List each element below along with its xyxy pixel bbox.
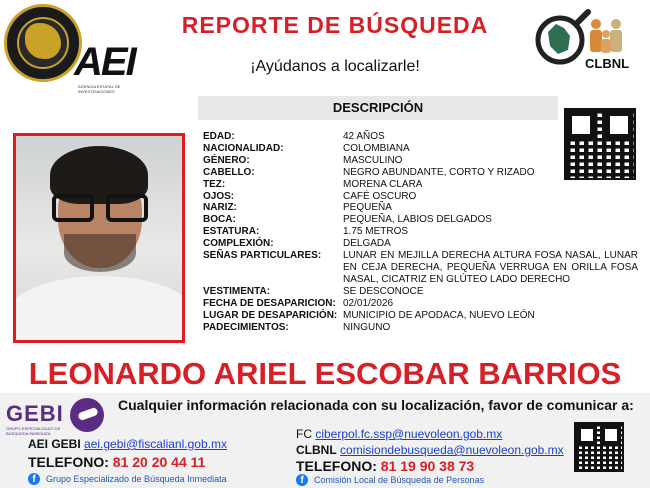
detail-row	[203, 155, 638, 167]
gebi-logo: GEBI	[6, 401, 64, 426]
fiscalia-seal-logo	[4, 4, 82, 82]
detail-row	[203, 214, 638, 226]
detail-row	[203, 179, 638, 191]
facebook-icon: f	[296, 474, 308, 486]
clbnl-email-link[interactable]: comisiondebusqueda@nuevoleon.gob.mx	[340, 443, 564, 457]
detail-label: NARIZ:	[203, 202, 237, 214]
detail-label: BOCA:	[203, 214, 236, 226]
clbnl-logo	[534, 6, 644, 86]
detail-label: COMPLEXIÓN:	[203, 238, 274, 250]
detail-value: CAFÉ OSCURO	[343, 190, 417, 202]
gebi-hand-icon	[70, 398, 104, 432]
detail-value: DELGADA	[343, 238, 391, 250]
facebook-left-link[interactable]: Grupo Especializado de Búsqueda Inmediata	[46, 474, 227, 484]
aei-gebi-email-link[interactable]: aei.gebi@fiscalianl.gob.mx	[84, 437, 227, 451]
detail-row	[203, 191, 638, 203]
detail-label: VESTIMENTA:	[203, 285, 271, 297]
detail-label: OJOS:	[203, 190, 235, 202]
detail-label: TEZ:	[203, 178, 226, 190]
aei-gebi-label: AEI GEBI	[28, 437, 81, 451]
clbnl-contact	[296, 443, 564, 457]
detail-value: NINGUNO	[343, 321, 391, 333]
aei-logo-subtitle: AGENCIA ESTATAL DE INVESTIGACIONES	[78, 84, 121, 94]
detail-value: NEGRO ABUNDANTE, CORTO Y RIZADO	[343, 166, 535, 178]
page-title: REPORTE DE BÚSQUEDA	[181, 12, 489, 38]
fc-contact	[296, 427, 502, 441]
detail-value: COLOMBIANA	[343, 142, 410, 154]
details-list	[203, 131, 638, 333]
detail-label: EDAD:	[203, 131, 235, 142]
phone-right	[296, 458, 474, 474]
fc-email-link[interactable]: ciberpol.fc.ssp@nuevoleon.gob.mx	[315, 427, 503, 441]
phone-left-label: TELEFONO:	[28, 454, 109, 470]
aei-logo: AEI	[74, 40, 135, 84]
person-name: LEONARDO ARIEL ESCOBAR BARRIOS	[28, 356, 622, 391]
detail-value: SE DESCONOCE	[343, 285, 424, 297]
detail-row	[203, 131, 638, 143]
page-subtitle: ¡Ayúdanos a localizarle!	[250, 58, 420, 75]
clbnl-logo-text: CLBNL	[585, 56, 630, 71]
detail-label: GÉNERO:	[203, 154, 250, 166]
detail-row	[203, 143, 638, 155]
phone-right-label: TELEFONO:	[296, 458, 377, 474]
detail-row	[203, 202, 638, 214]
phone-left-number[interactable]: 81 20 20 44 11	[112, 454, 206, 470]
detail-label: SEÑAS PARTICULARES:	[203, 250, 322, 262]
missing-person-photo	[13, 133, 185, 343]
qr-code-icon-footer[interactable]	[574, 422, 624, 472]
phone-left	[28, 454, 205, 470]
detail-value: MUNICIPIO DE APODACA, NUEVO LEÓN	[343, 309, 535, 321]
detail-label: ESTATURA:	[203, 226, 260, 238]
detail-row	[203, 250, 638, 286]
detail-value: 42 AÑOS	[343, 131, 385, 142]
clbnl-label: CLBNL	[296, 443, 337, 457]
detail-row	[203, 310, 638, 322]
detail-row	[203, 226, 638, 238]
fc-label: FC	[296, 427, 312, 441]
gebi-logo-subtitle: GRUPO ESPECIALIZADO DE BÚSQUEDA INMEDIATA	[6, 426, 61, 436]
detail-row	[203, 322, 638, 334]
phone-right-number[interactable]: 81 19 90 38 73	[380, 458, 475, 474]
detail-label: LUGAR DE DESAPARICIÓN:	[203, 309, 338, 321]
detail-value: MORENA CLARA	[343, 178, 423, 190]
facebook-icon: f	[28, 473, 40, 485]
detail-label: PADECIMIENTOS:	[203, 321, 289, 333]
detail-label: CABELLO:	[203, 166, 255, 178]
contact-call-to-action: Cualquier información relacionada con su localización, favor de comunicar a:	[118, 397, 634, 413]
detail-value: 1.75 METROS	[343, 226, 409, 238]
detail-label: NACIONALIDAD:	[203, 142, 284, 154]
detail-value: PEQUEÑA, LABIOS DELGADOS	[343, 214, 492, 226]
detail-value: LUNAR EN MEJILLA DERECHA ALTURA FOSA NASAL, LUNAR EN CEJA DERECHA, PEQUEÑA VERRUGA EN ORILLA FOSA NASAL, CICATRIZ EN GLÚTEO LADO DERECHO	[343, 250, 638, 285]
description-heading: DESCRIPCIÓN	[198, 96, 558, 120]
detail-row	[203, 298, 638, 310]
detail-value: MASCULINO	[343, 154, 403, 166]
detail-label: FECHA DE DESAPARICION:	[203, 297, 336, 309]
detail-row	[203, 238, 638, 250]
facebook-right-link[interactable]: Comisión Local de Búsqueda de Personas	[314, 475, 485, 485]
detail-value: PEQUEÑA	[343, 202, 392, 214]
detail-row	[203, 167, 638, 179]
detail-value: 02/01/2026	[343, 297, 394, 309]
aei-gebi-contact	[28, 437, 227, 451]
detail-row	[203, 286, 638, 298]
